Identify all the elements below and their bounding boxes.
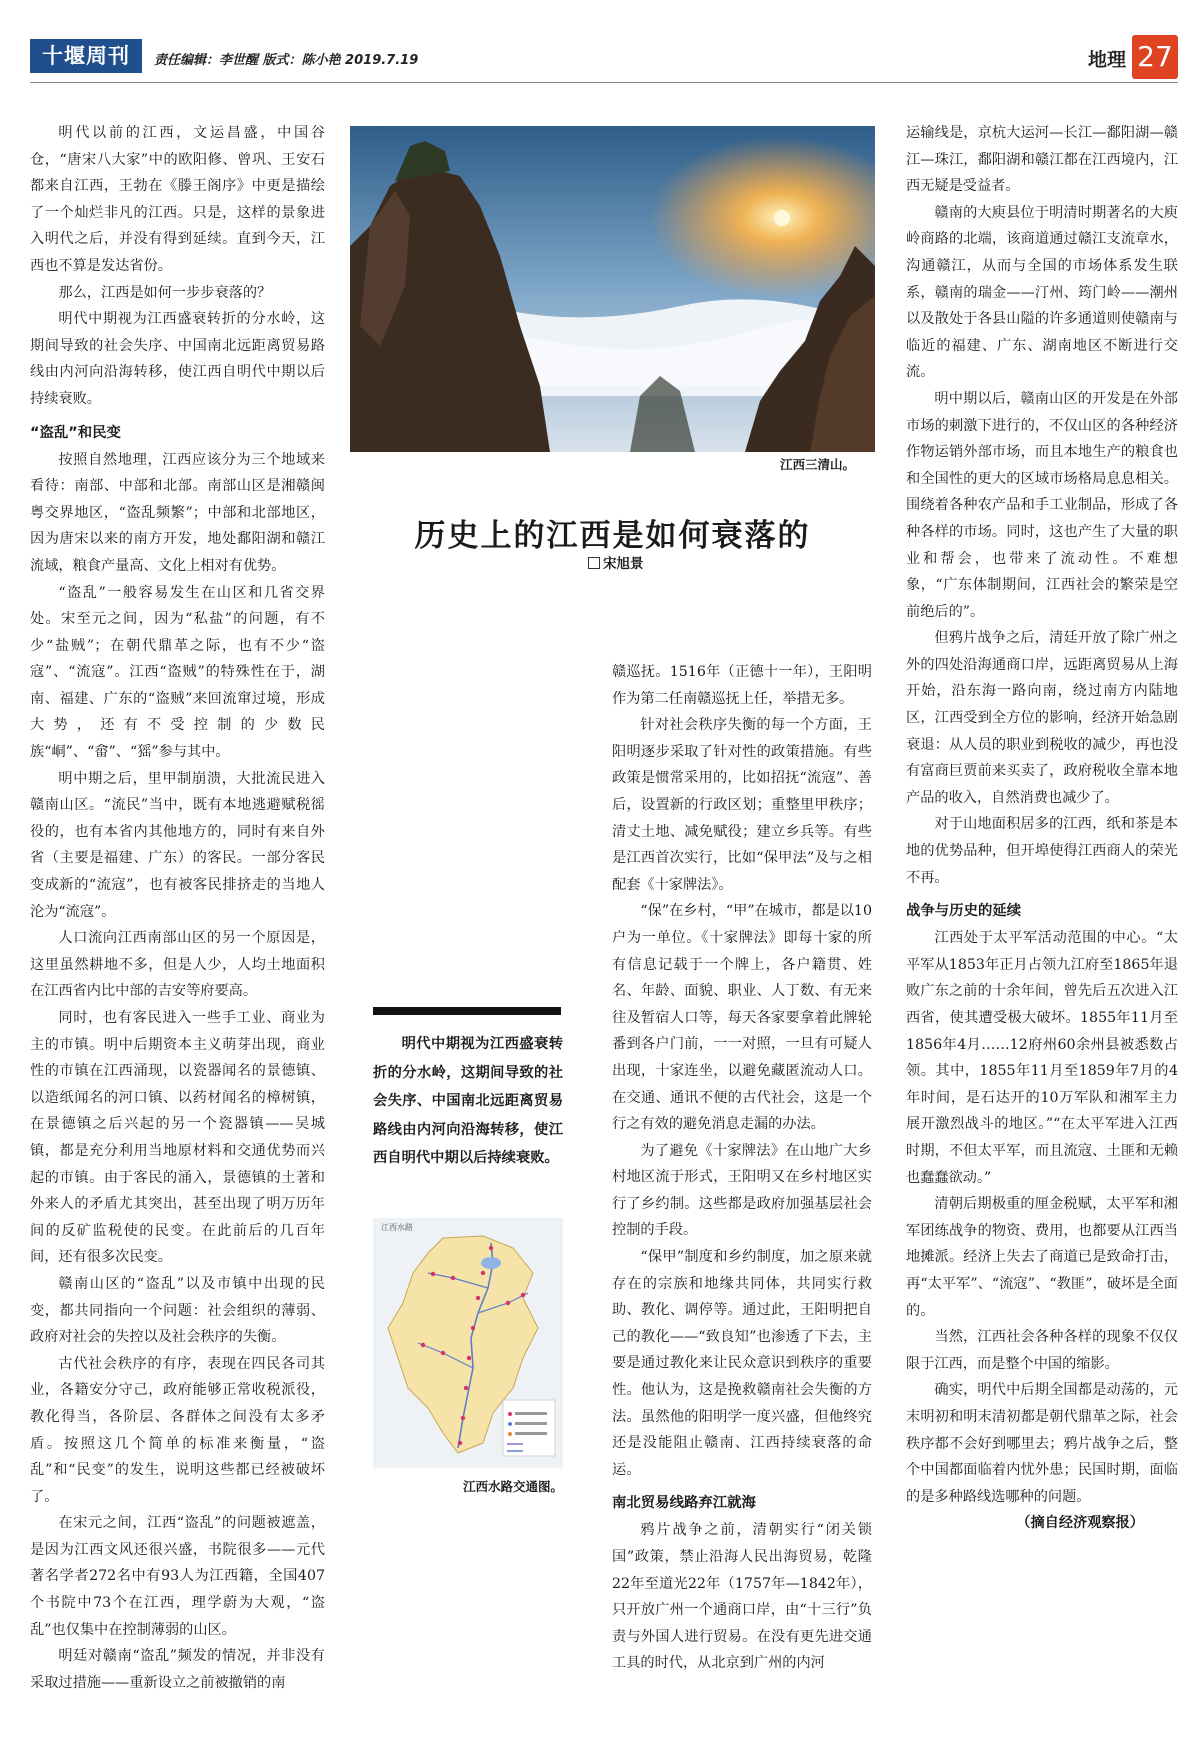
masthead: [30, 35, 1178, 79]
paragraph: 针对社会秩序失衡的每一个方面，王阳明逐步采取了针对性的政策措施。有些政策是惯常采用的，比如招抚“流寇”、善后，设置新的行政区划；重整里甲秩序；清丈土地、减免赋役；建立乡兵等。有些是江西首次实行，比如“保甲法”及与之相配套《十家牌法》。: [612, 717, 872, 893]
paragraph: 运输线是，京杭大运河—长江—鄱阳湖—赣江—珠江，鄱阳湖和赣江都在江西境内，江西无疑是受益者。: [906, 125, 1178, 195]
header-rule: [30, 82, 1178, 83]
section-heading: “盗乱”和民变: [30, 424, 121, 441]
paragraph: 明代中期视为江西盛衰转折的分水岭，这期间导致的社会失序、中国南北远距离贸易路线由内河向沿海转移，使江西自明代中期以后持续衰败。: [30, 311, 325, 407]
article-column-4: [906, 120, 1178, 1537]
paragraph: 鸦片战争之前，清朝实行“闭关锁国”政策，禁止沿海人民出海贸易，乾隆22年至道光22年（1757年—1842年），只开放广州一个通商口岸，由“十三行”负责与外国人进行贸易。在没有更先进交通工具的时代，从北京到广州的内河: [612, 1522, 872, 1672]
paragraph: 在宋元之间，江西“盗乱”的问题被遮盖，是因为江西文风还很兴盛，书院很多——元代著名学者272名中有93人为江西籍，全国407个书院中73个在江西，理学蔚为大观，“盗乱”也仅集中在控制薄弱的山区。: [30, 1515, 325, 1638]
paragraph: 赣南的大庾县位于明清时期著名的大庾岭商路的北端，该商道通过赣江支流章水，沟通赣江，从而与全国的市场体系发生联系，赣南的瑞金——汀州、筠门岭——潮州以及散处于各县山隘的许多通道则使赣南与临近的福建、广东、湖南地区不断进行交流。: [906, 204, 1178, 381]
paragraph: 那么，江西是如何一步步衰落的？: [58, 284, 272, 301]
paragraph: 对于山地面积居多的江西，纸和茶是本地的优势品种，但开埠使得江西商人的荣光不再。: [906, 816, 1178, 886]
section-title: 地理: [1087, 49, 1126, 71]
paragraph: 确实，明代中后期全国都是动荡的，元末明初和明末清初都是朝代鼎革之际，社会秩序都不会好到哪里去；鸦片战争之后，整个中国都面临着内忧外患；民国时期，面临的是多种路线选哪种的问题。: [906, 1382, 1178, 1505]
paragraph: 为了避免《十家牌法》在山地广大乡村地区流于形式，王阳明又在乡村地区实行了乡约制。这些都是政府加强基层社会控制的手段。: [612, 1142, 872, 1239]
paragraph: 但鸦片战争之后，清廷开放了除广州之外的四处沿海通商口岸，远距离贸易从上海开始，沿东海一路向南，绕过南方内陆地区，江西受到全方位的影响，经济开始急剧衰退：从人员的职业到税收的减少，再也没有富商巨贾前来买卖了，政府税收全靠本地产品的收入，自然消费也减少了。: [906, 630, 1178, 806]
paragraph: “盗乱”一般容易发生在山区和几省交界处。宋至元之间，因为“私盐”的问题，有不少“盐贼”；在朝代鼎革之际，也有不少“盗寇”、“流寇”。江西“盗贼”的特殊性在于，湖南、福建、广东的“盗贼”来回流窜过境，形成大势，还有不受控制的少数民族“峒”、“畲”、“猺”参与其中。: [30, 584, 325, 761]
square-outline-icon: [588, 557, 600, 569]
section-heading: 战争与历史的延续: [906, 903, 1022, 920]
paragraph: 明中期以后，赣南山区的开发是在外部市场的刺激下进行的，不仅山区的各种经济作物运销外部市场，而且本地生产的粮食也和全国性的更大的区域市场格局息息相关。围绕着各种农产品和手工业制品，形成了各种各样的市场。同时，这也产生了大量的职业和帮会，也带来了流动性。不难想象，“广东体制期间，江西社会的繁荣是空前绝后的”。: [906, 390, 1178, 620]
source-credit: （摘自经济观察报）: [1016, 1515, 1144, 1532]
paragraph: 赣巡抚。1516年（正德十一年），王阳明作为第二任南赣巡抚上任，举措无多。: [612, 664, 872, 707]
paragraph: 当然，江西社会各种各样的现象不仅仅限于江西，而是整个中国的缩影。: [906, 1329, 1178, 1372]
page-number-badge: 27: [1132, 35, 1178, 79]
paragraph: 明中期之后，里甲制崩溃，大批流民进入赣南山区。“流民”当中，既有本地逃避赋税徭役的，也有本省内其他地方的，同时有来自外省（主要是福建、广东）的客民。一部分客民变成新的“流寇”，也有被客民排挤走的当地人沦为“流寇”。: [30, 770, 325, 920]
paragraph: 按照自然地理，江西应该分为三个地域来看待：南部、中部和北部。南部山区是湘赣闽粤交界地区，“盗乱频繁”；中部和北部地区，因为唐宋以来的南方开发，地处鄱阳湖和赣江流域，粮食产量高、文化上相对有优势。: [30, 451, 325, 574]
paragraph: 古代社会秩序的有序，表现在四民各司其业，各籍安分守己，政府能够正常收税派役，教化得当，各阶层、各群体之间没有太多矛盾。按照这几个简单的标准来衡量，“盗乱”和“民变”的发生，说明这些都已经被破坏了。: [30, 1355, 325, 1505]
jiangxi-waterway-map: [373, 1218, 563, 1468]
section-heading: 南北贸易线路弃江就海: [612, 1495, 756, 1512]
paragraph: “保甲”制度和乡约制度，加之原来就存在的宗族和地缘共同体，共同实行救助、教化、调停等。通过此，王阳明把自己的教化——“致良知”也渗透了下去，主要是通过教化来让民众意识到秩序的重要性。他认为，这是挽救赣南社会失衡的方法。虽然他的阳明学一度兴盛，但他终究还是没能阻止赣南、江西持续衰落的命运。: [612, 1249, 872, 1478]
paragraph: 江西处于太平军活动范围的中心。“太平军从1853年正月占领九江府至1865年退败广东之前的十余年间，曾先后五次进入江西省，使其遭受极大破坏。1855年11月至1856年4月……12府州60余州县被悉数占领。其中，1855年11月至1859年7月的4年时间，是石达开的10万军队和湘军主力展开激烈战斗的地区。”“在太平军进入江西时期，不但太平军，而且流寇、土匪和无赖也蠢蠢欲动。”: [906, 930, 1178, 1186]
article-headline: 历史上的江西是如何衰落的: [414, 518, 811, 554]
paragraph: 人口流向江西南部山区的另一个原因是，这里虽然耕地不多，但是人少，人均土地面积在江西省内比中部的吉安等府要高。: [30, 930, 325, 1000]
paragraph: 明代以前的江西，文运昌盛，中国谷仓，“唐宋八大家”中的欧阳修、曾巩、王安石都来自江西，王勃在《滕王阁序》中更是描绘了一个灿烂非凡的江西。只是，这样的景象进入明代之后，并没有得到延续。直到今天，江西也不算是发达省份。: [30, 125, 325, 274]
paragraph: 明廷对赣南“盗乱”频发的情况，并非没有采取过措施——重新设立之前被撤销的南: [30, 1648, 325, 1691]
paragraph: 赣南山区的“盗乱”以及市镇中出现的民变，都共同指向一个问题：社会组织的薄弱、政府对社会的失控以及社会秩序的失衡。: [30, 1275, 325, 1346]
paragraph: 同时，也有客民进入一些手工业、商业为主的市镇。明中后期资本主义萌芽出现，商业性的市镇在江西涌现，以瓷器闻名的景德镇、以造纸闻名的河口镇、以药材闻名的樟树镇，在景德镇之后兴起的另一个瓷器镇——吴城镇，都是充分利用当地原材料和交通优势而兴起的市镇。由于客民的涌入，景德镇的土著和外来人的矛盾尤其突出，甚至出现了明万历年间的反矿监税使的民变。在此前后的几百年间，还有很多次民变。: [30, 1010, 325, 1266]
author-name: 宋旭景: [603, 556, 644, 572]
article-column-1: [30, 120, 325, 1696]
pull-quote-bar: [373, 1007, 561, 1015]
paragraph: “保”在乡村，“甲”在城市，都是以10户为一单位。《十家牌法》即每十家的所有信息记载于一个牌上，各户籍贯、姓名、年龄、面貌、职业、人丁数、有无来往及暂宿人口等，每天各家要拿着此牌轮番到各户门前，一一对照，一旦有可疑人出现，十家连坐，以避免藏匿流动人口。在交通、通讯不便的古代社会，这是一个行之有效的避免消息走漏的办法。: [612, 903, 872, 1133]
map-title: 江西水路: [381, 1223, 413, 1232]
map-caption: 江西水路交通图。: [463, 1479, 564, 1494]
photo-caption: 江西三清山。: [780, 457, 856, 472]
byline: [588, 552, 644, 572]
newspaper-logo: 十堰周刊: [30, 39, 142, 73]
sanqingshan-photo: [350, 126, 875, 452]
article-column-3: [612, 659, 872, 1677]
paragraph: 清朝后期极重的厘金税赋，太平军和湘军团练战争的物资、费用，也都要从江西当地摊派。经济上失去了商道已是致命打击，再“太平军”、“流寇”、“教匪”，破坏是全面的。: [906, 1196, 1178, 1319]
editor-credit: 责任编辑：李世醒 版式：陈小艳 2019.7.19: [154, 53, 419, 68]
pull-quote: 明代中期视为江西盛衰转折的分水岭，这期间导致的社会失序、中国南北远距离贸易路线由内河向沿海转移，使江西自明代中期以后持续衰败。: [373, 1036, 563, 1166]
